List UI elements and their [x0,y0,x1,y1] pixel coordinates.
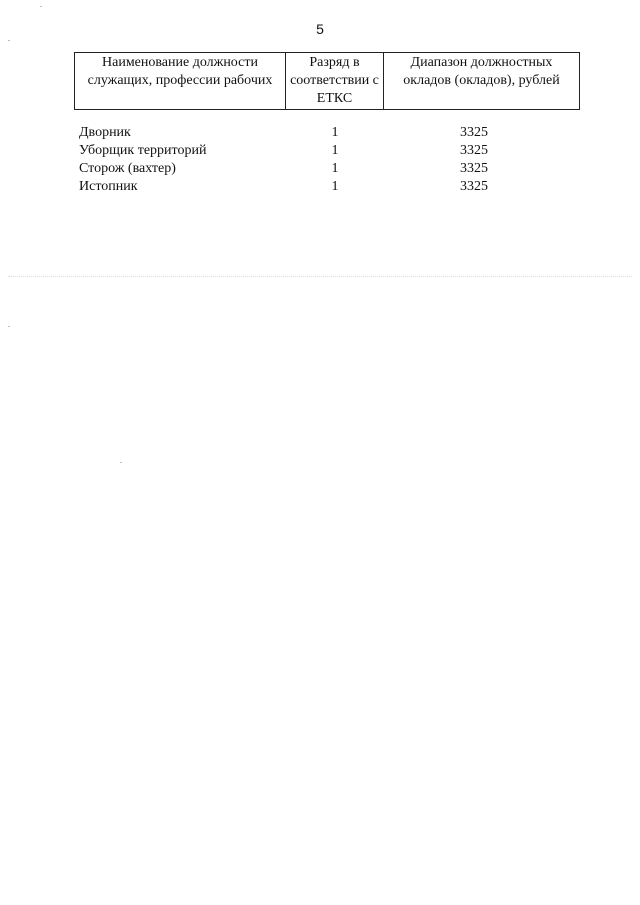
scan-artifact-line [8,276,632,277]
scan-artifact-speck [8,326,10,327]
position-name: Сторож (вахтер) [79,161,176,176]
grade-value: 1 [331,161,339,176]
position-name: Истопник [79,179,138,194]
grade-value: 1 [331,125,339,140]
table-row [0,178,640,196]
scan-artifact-speck [8,40,10,41]
page-number: 5 [316,21,324,37]
table-row [0,124,640,142]
salary-value: 3325 [460,143,488,158]
salary-value: 3325 [460,179,488,194]
grade-value: 1 [331,143,339,158]
scan-artifact-speck [120,462,122,463]
position-name: Дворник [79,125,131,140]
position-name: Уборщик территорий [79,143,207,158]
table-row [0,142,640,160]
scan-artifact-speck [40,6,42,7]
column-header-grade: Разряд в соответствии с ЕТКС [286,53,384,110]
table-body [0,124,640,196]
table-header-row [75,53,580,110]
table-row [0,160,640,178]
salary-value: 3325 [460,161,488,176]
column-header-position: Наименование должности служащих, профессии рабочих [75,53,286,110]
grade-value: 1 [331,179,339,194]
salary-value: 3325 [460,125,488,140]
column-header-salary-range: Диапазон должностных окладов (окладов), рублей [384,53,580,110]
table-header [74,52,580,110]
